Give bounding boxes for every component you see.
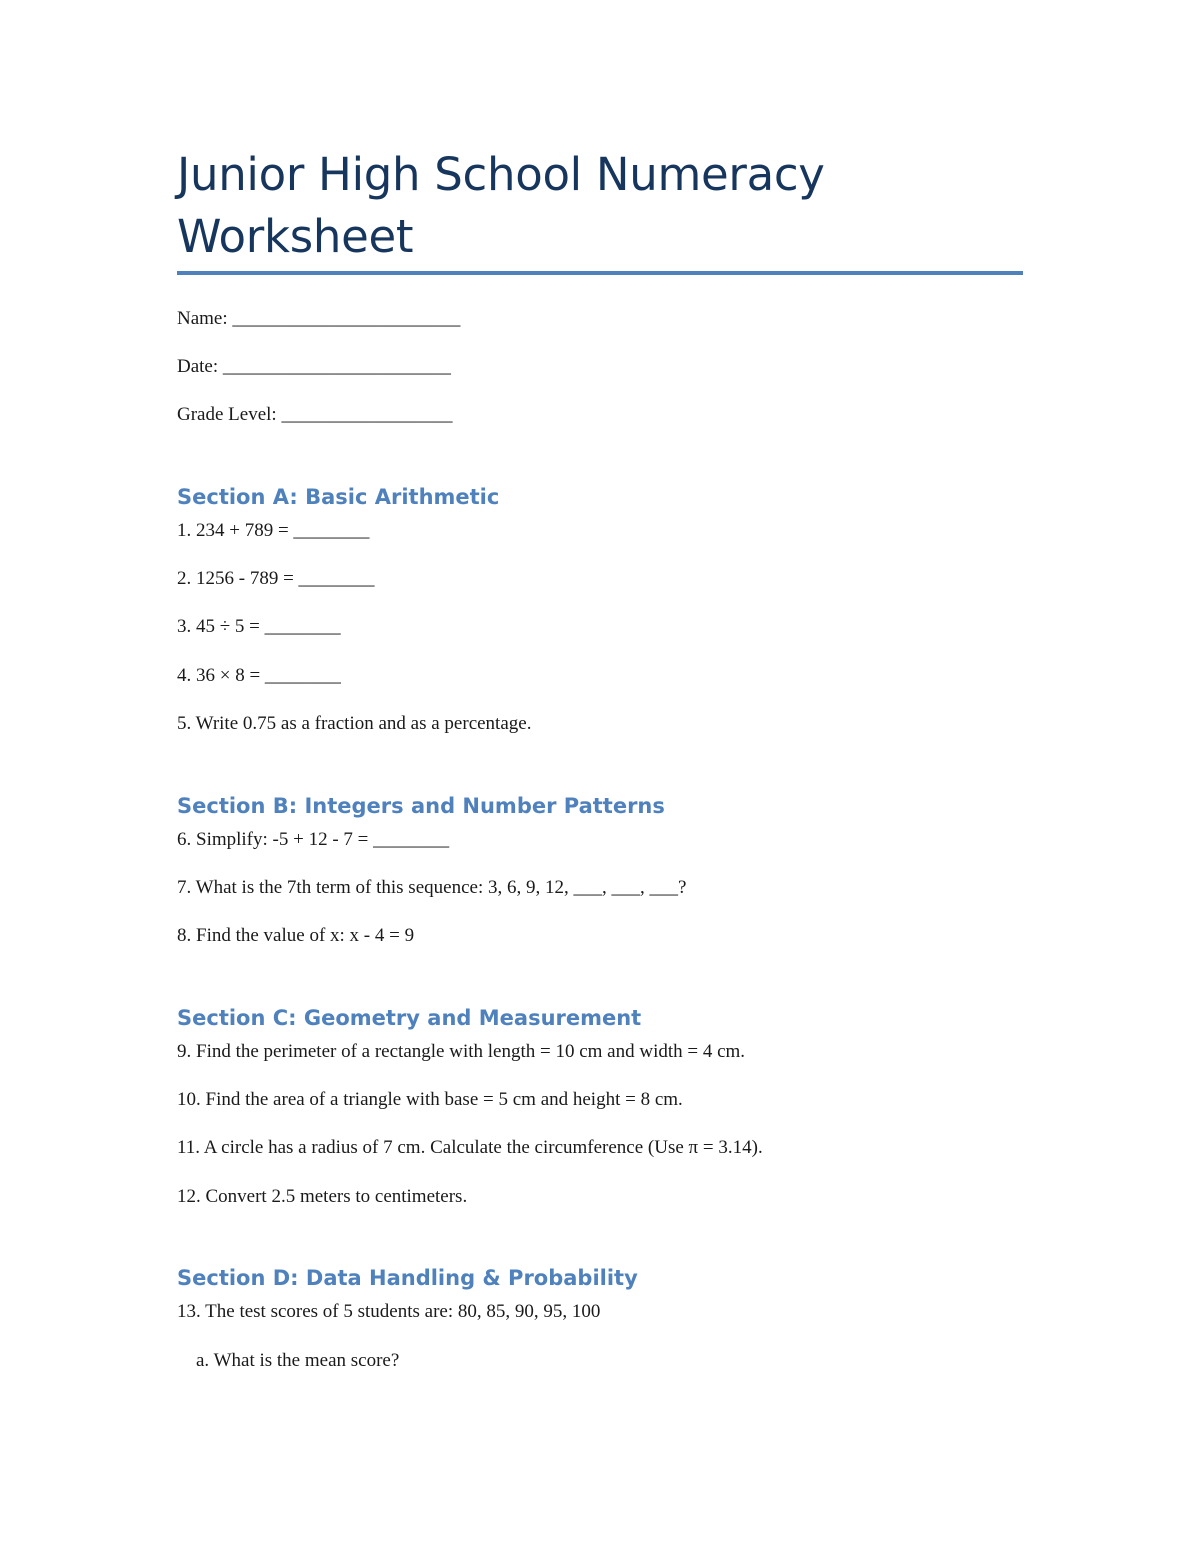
question-7: 7. What is the 7th term of this sequence: 3, 6, 9, 12, ___, ___, ___? [177, 877, 687, 898]
question-11: 11. A circle has a radius of 7 cm. Calculate the circumference (Use π = 3.14). [177, 1137, 763, 1158]
question-6: 6. Simplify: -5 + 12 - 7 = ________ [177, 829, 450, 850]
question-13a: a. What is the mean score? [196, 1350, 400, 1371]
grade-level-field: Grade Level: __________________ [177, 404, 453, 425]
section-d-heading: Section D: Data Handling & Probability [177, 1266, 638, 1290]
question-9: 9. Find the perimeter of a rectangle with length = 10 cm and width = 4 cm. [177, 1041, 746, 1062]
name-field: Name: ________________________ [177, 308, 461, 329]
question-10: 10. Find the area of a triangle with base = 5 cm and height = 8 cm. [177, 1089, 683, 1110]
title-underline [177, 271, 1023, 275]
question-13: 13. The test scores of 5 students are: 80, 85, 90, 95, 100 [177, 1301, 601, 1322]
date-field: Date: ________________________ [177, 356, 451, 377]
question-2: 2. 1256 - 789 = ________ [177, 568, 375, 589]
question-5: 5. Write 0.75 as a fraction and as a percentage. [177, 713, 532, 734]
question-12: 12. Convert 2.5 meters to centimeters. [177, 1186, 468, 1207]
question-8: 8. Find the value of x: x - 4 = 9 [177, 925, 415, 946]
page-title: Junior High School Numeracy Worksheet [177, 148, 825, 263]
section-b-heading: Section B: Integers and Number Patterns [177, 794, 665, 818]
section-c-heading: Section C: Geometry and Measurement [177, 1006, 642, 1030]
question-3: 3. 45 ÷ 5 = ________ [177, 616, 341, 637]
section-a-heading: Section A: Basic Arithmetic [177, 485, 500, 509]
question-4: 4. 36 × 8 = ________ [177, 665, 341, 686]
question-1: 1. 234 + 789 = ________ [177, 520, 370, 541]
